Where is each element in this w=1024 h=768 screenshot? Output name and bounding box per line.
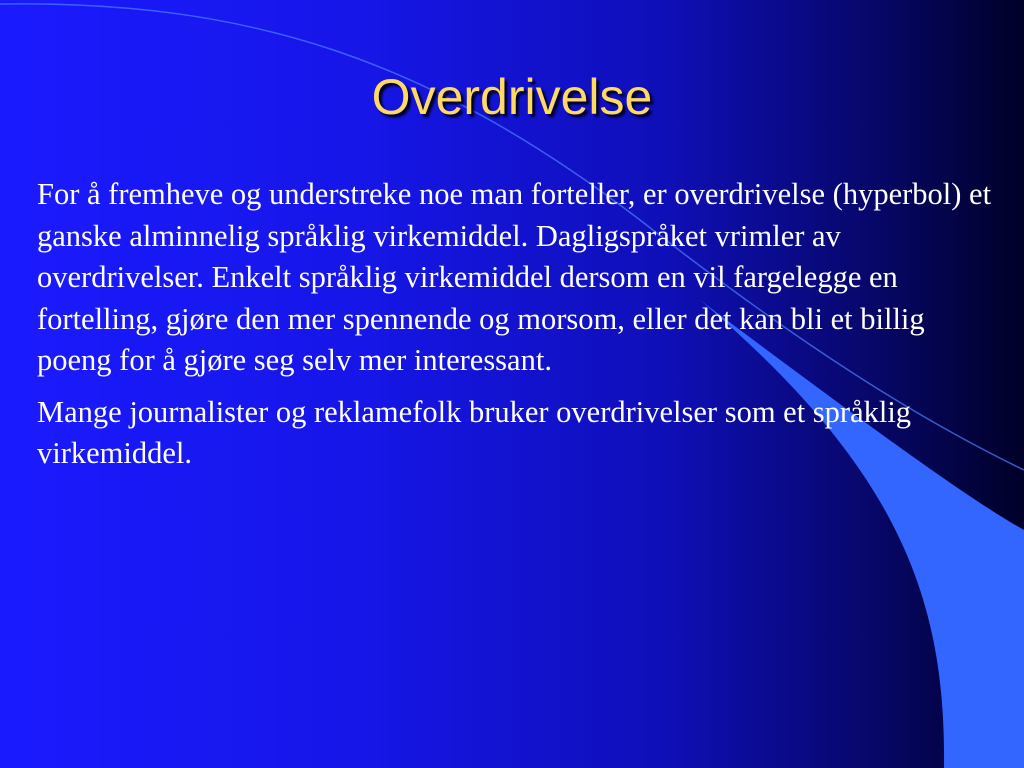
slide-body	[37, 174, 1002, 485]
body-paragraph: Mange journalister og reklamefolk bruker overdrivelser som et språklig virkemiddel.	[37, 394, 912, 470]
body-paragraph: For å fremheve og understreke noe man forteller, er overdrivelse (hyperbol) et ganske alminnelig språklig virkemiddel. Dagligspråket vrimler av overdrivelser. Enkelt språklig virkemiddel dersom en vil fargelegge en fortelling, gjøre den mer spennende og morsom, eller det kan bli et billig poeng for å gjøre seg selv mer interessant.	[37, 177, 992, 377]
slide-title: Overdrivelse	[371, 69, 653, 125]
